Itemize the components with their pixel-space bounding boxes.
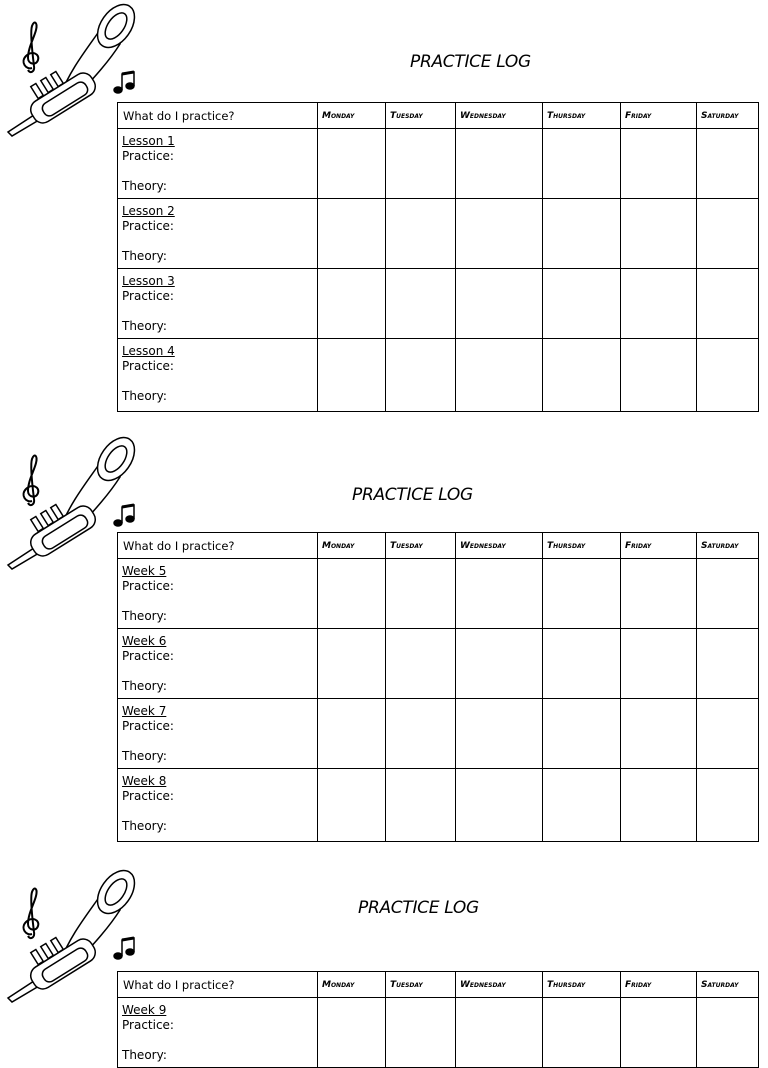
day-cell[interactable] <box>318 129 386 199</box>
table-row <box>118 769 759 842</box>
theory-label: Theory: <box>122 319 167 333</box>
music-note-icon <box>114 505 134 526</box>
lesson-name: Week 8 <box>122 774 167 788</box>
day-cell[interactable] <box>543 129 621 199</box>
column-header-what: What do I practice? <box>118 972 318 998</box>
column-header-friday: Friday <box>621 103 697 129</box>
column-header-what: What do I practice? <box>118 103 318 129</box>
column-header-what: What do I practice? <box>118 533 318 559</box>
day-cell[interactable] <box>456 559 543 629</box>
day-cell[interactable] <box>621 129 697 199</box>
day-cell[interactable] <box>621 339 697 412</box>
table-row <box>118 199 759 269</box>
treble-clef-icon <box>24 456 39 506</box>
practice-label: Practice: <box>122 579 174 593</box>
treble-clef-icon <box>24 23 39 73</box>
day-cell[interactable] <box>386 559 456 629</box>
day-cell[interactable] <box>456 269 543 339</box>
practice-log-1 <box>0 0 768 425</box>
day-cell[interactable] <box>386 629 456 699</box>
day-cell[interactable] <box>697 699 759 769</box>
column-header-friday: Friday <box>621 972 697 998</box>
day-cell[interactable] <box>318 339 386 412</box>
day-cell[interactable] <box>318 559 386 629</box>
column-header-monday: Monday <box>318 533 386 559</box>
day-cell[interactable] <box>318 629 386 699</box>
column-header-saturday: Saturday <box>697 972 759 998</box>
theory-label: Theory: <box>122 249 167 263</box>
practice-table <box>117 971 759 1068</box>
table-row <box>118 629 759 699</box>
lesson-name: Lesson 4 <box>122 344 175 358</box>
lesson-cell <box>118 699 318 769</box>
day-cell[interactable] <box>543 199 621 269</box>
day-cell[interactable] <box>543 559 621 629</box>
practice-label: Practice: <box>122 149 174 163</box>
page-title: PRACTICE LOG <box>410 52 531 72</box>
table-header-row <box>118 972 759 998</box>
day-cell[interactable] <box>621 998 697 1068</box>
day-cell[interactable] <box>386 699 456 769</box>
lesson-name: Lesson 3 <box>122 274 175 288</box>
practice-label: Practice: <box>122 1018 174 1032</box>
column-header-monday: Monday <box>318 972 386 998</box>
practice-label: Practice: <box>122 719 174 733</box>
table-row <box>118 339 759 412</box>
column-header-saturday: Saturday <box>697 103 759 129</box>
practice-log-2 <box>0 433 768 853</box>
day-cell[interactable] <box>456 339 543 412</box>
day-cell[interactable] <box>543 629 621 699</box>
day-cell[interactable] <box>456 629 543 699</box>
column-header-tuesday: Tuesday <box>386 533 456 559</box>
theory-label: Theory: <box>122 389 167 403</box>
day-cell[interactable] <box>621 269 697 339</box>
day-cell[interactable] <box>386 998 456 1068</box>
day-cell[interactable] <box>697 559 759 629</box>
day-cell[interactable] <box>318 998 386 1068</box>
music-note-icon <box>114 72 134 93</box>
table-row <box>118 699 759 769</box>
column-header-tuesday: Tuesday <box>386 103 456 129</box>
column-header-wednesday: Wednesday <box>456 972 543 998</box>
column-header-thursday: Thursday <box>543 533 621 559</box>
day-cell[interactable] <box>456 699 543 769</box>
lesson-cell <box>118 998 318 1068</box>
table-header-row <box>118 533 759 559</box>
table-row <box>118 559 759 629</box>
day-cell[interactable] <box>456 199 543 269</box>
day-cell[interactable] <box>456 998 543 1068</box>
day-cell[interactable] <box>386 129 456 199</box>
music-note-icon <box>114 938 134 959</box>
day-cell[interactable] <box>456 129 543 199</box>
lesson-cell <box>118 339 318 412</box>
day-cell[interactable] <box>621 769 697 842</box>
day-cell[interactable] <box>386 339 456 412</box>
column-header-tuesday: Tuesday <box>386 972 456 998</box>
practice-label: Practice: <box>122 359 174 373</box>
day-cell[interactable] <box>697 199 759 269</box>
lesson-cell <box>118 559 318 629</box>
day-cell[interactable] <box>318 699 386 769</box>
day-cell[interactable] <box>318 199 386 269</box>
practice-log-3 <box>0 866 768 1062</box>
lesson-cell <box>118 269 318 339</box>
day-cell[interactable] <box>456 769 543 842</box>
day-cell[interactable] <box>621 559 697 629</box>
day-cell[interactable] <box>543 769 621 842</box>
practice-label: Practice: <box>122 649 174 663</box>
day-cell[interactable] <box>318 769 386 842</box>
day-cell[interactable] <box>697 629 759 699</box>
practice-label: Practice: <box>122 789 174 803</box>
lesson-cell <box>118 769 318 842</box>
table-row <box>118 269 759 339</box>
column-header-wednesday: Wednesday <box>456 103 543 129</box>
theory-label: Theory: <box>122 609 167 623</box>
day-cell[interactable] <box>697 129 759 199</box>
day-cell[interactable] <box>697 269 759 339</box>
theory-label: Theory: <box>122 1048 167 1062</box>
day-cell[interactable] <box>621 699 697 769</box>
theory-label: Theory: <box>122 679 167 693</box>
practice-table <box>117 532 759 842</box>
page-title: PRACTICE LOG <box>358 898 479 918</box>
column-header-wednesday: Wednesday <box>456 533 543 559</box>
day-cell[interactable] <box>543 269 621 339</box>
lesson-name: Week 7 <box>122 704 167 718</box>
lesson-name: Lesson 2 <box>122 204 175 218</box>
theory-label: Theory: <box>122 819 167 833</box>
column-header-monday: Monday <box>318 103 386 129</box>
column-header-thursday: Thursday <box>543 103 621 129</box>
day-cell[interactable] <box>543 998 621 1068</box>
practice-label: Practice: <box>122 289 174 303</box>
day-cell[interactable] <box>697 339 759 412</box>
lesson-cell <box>118 199 318 269</box>
page-title: PRACTICE LOG <box>352 485 473 505</box>
day-cell[interactable] <box>543 699 621 769</box>
lesson-cell <box>118 129 318 199</box>
table-row <box>118 998 759 1068</box>
day-cell[interactable] <box>621 629 697 699</box>
lesson-name: Week 6 <box>122 634 167 648</box>
column-header-saturday: Saturday <box>697 533 759 559</box>
day-cell[interactable] <box>697 769 759 842</box>
lesson-name: Lesson 1 <box>122 134 175 148</box>
lesson-name: Week 5 <box>122 564 167 578</box>
day-cell[interactable] <box>621 199 697 269</box>
column-header-friday: Friday <box>621 533 697 559</box>
treble-clef-icon <box>24 889 39 939</box>
day-cell[interactable] <box>386 199 456 269</box>
theory-label: Theory: <box>122 179 167 193</box>
table-header-row <box>118 103 759 129</box>
practice-label: Practice: <box>122 219 174 233</box>
day-cell[interactable] <box>543 339 621 412</box>
column-header-thursday: Thursday <box>543 972 621 998</box>
day-cell[interactable] <box>386 769 456 842</box>
day-cell[interactable] <box>386 269 456 339</box>
day-cell[interactable] <box>318 269 386 339</box>
lesson-cell <box>118 629 318 699</box>
table-row <box>118 129 759 199</box>
theory-label: Theory: <box>122 749 167 763</box>
lesson-name: Week 9 <box>122 1003 167 1017</box>
day-cell[interactable] <box>697 998 759 1068</box>
practice-table <box>117 102 759 412</box>
